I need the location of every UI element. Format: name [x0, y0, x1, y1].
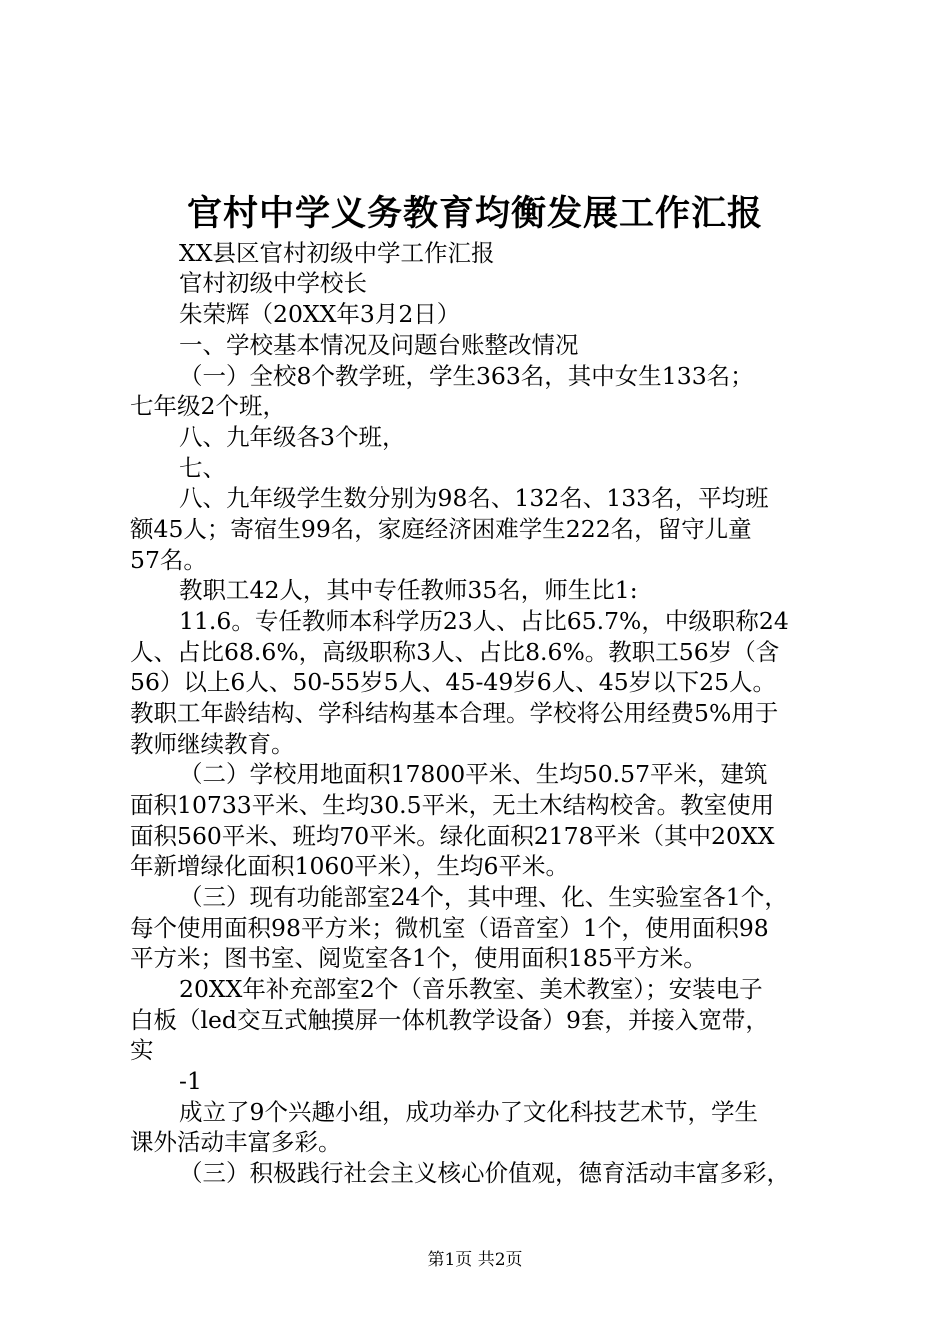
body-line: 八、九年级各3个班， [179, 423, 406, 451]
page-footer: 第1页 共2页 [427, 1250, 523, 1270]
body-line: 11.6。专任教师本科学历23人、占比65.7%，中级职称24 [179, 607, 789, 635]
body-line: 额45人；寄宿生99名，家庭经济困难学生222名，留守儿童 [130, 515, 752, 543]
document-title: 官村中学义务教育均衡发展工作汇报 [186, 194, 763, 234]
body-line: 面积10733平米、生均30.5平米，无土木结构校舍。教室使用 [130, 791, 775, 819]
body-line: 教师继续教育。 [130, 730, 295, 758]
body-line: 实 [130, 1036, 154, 1064]
body-line: 年新增绿化面积1060平米），生均6平米。 [130, 852, 570, 880]
body-line: 每个使用面积98平方米；微机室（语音室）1个，使用面积98 [130, 914, 769, 942]
body-line: 官村初级中学校长 [179, 269, 367, 297]
body-line: 面积560平米、班均70平米。绿化面积2178平米（其中20XX [130, 822, 775, 850]
body-line: （三）现有功能部室24个，其中理、化、生实验室各1个， [179, 883, 788, 911]
body-line: 成立了9个兴趣小组，成功举办了文化科技艺术节，学生 [179, 1098, 758, 1126]
body-line: XX县区官村初级中学工作汇报 [179, 239, 495, 267]
body-line: 20XX年补充部室2个（音乐教室、美术教室）；安装电子 [179, 975, 763, 1003]
body-line: 课外活动丰富多彩。 [130, 1128, 342, 1156]
body-line: （三）积极践行社会主义核心价值观，德育活动丰富多彩， [179, 1159, 790, 1187]
body-line: 七年级2个班， [130, 392, 286, 420]
body-line: 朱荣辉（20XX年3月2日） [179, 300, 461, 328]
body-line: 平方米；图书室、阅览室各1个，使用面积185平方米。 [130, 944, 707, 972]
body-line: 56）以上6人、50-55岁5人、45-49岁6人、45岁以下25人。 [130, 668, 777, 696]
body-line: 教职工年龄结构、学科结构基本合理。学校将公用经费5%用于 [130, 699, 779, 727]
body-line: 人、占比68.6%，高级职称3人、占比8.6%。教职工56岁（含 [130, 638, 780, 666]
body-line: （二）学校用地面积17800平米、生均50.57平米，建筑 [179, 760, 768, 788]
body-line: 七、 [179, 454, 226, 482]
body-line: 白板（led交互式触摸屏一体机教学设备）9套，并接入宽带， [130, 1006, 769, 1034]
body-line: 八、九年级学生数分别为98名、132名、133名，平均班 [179, 484, 769, 512]
body-line: 一、学校基本情况及问题台账整改情况 [179, 331, 579, 359]
body-line: 教职工42人，其中专任教师35名，师生比1: [179, 576, 638, 604]
body-line: （一）全校8个教学班，学生363名，其中女生133名； [179, 362, 754, 390]
body-line: -1 [179, 1067, 202, 1095]
body-line: 57名。 [130, 546, 207, 574]
